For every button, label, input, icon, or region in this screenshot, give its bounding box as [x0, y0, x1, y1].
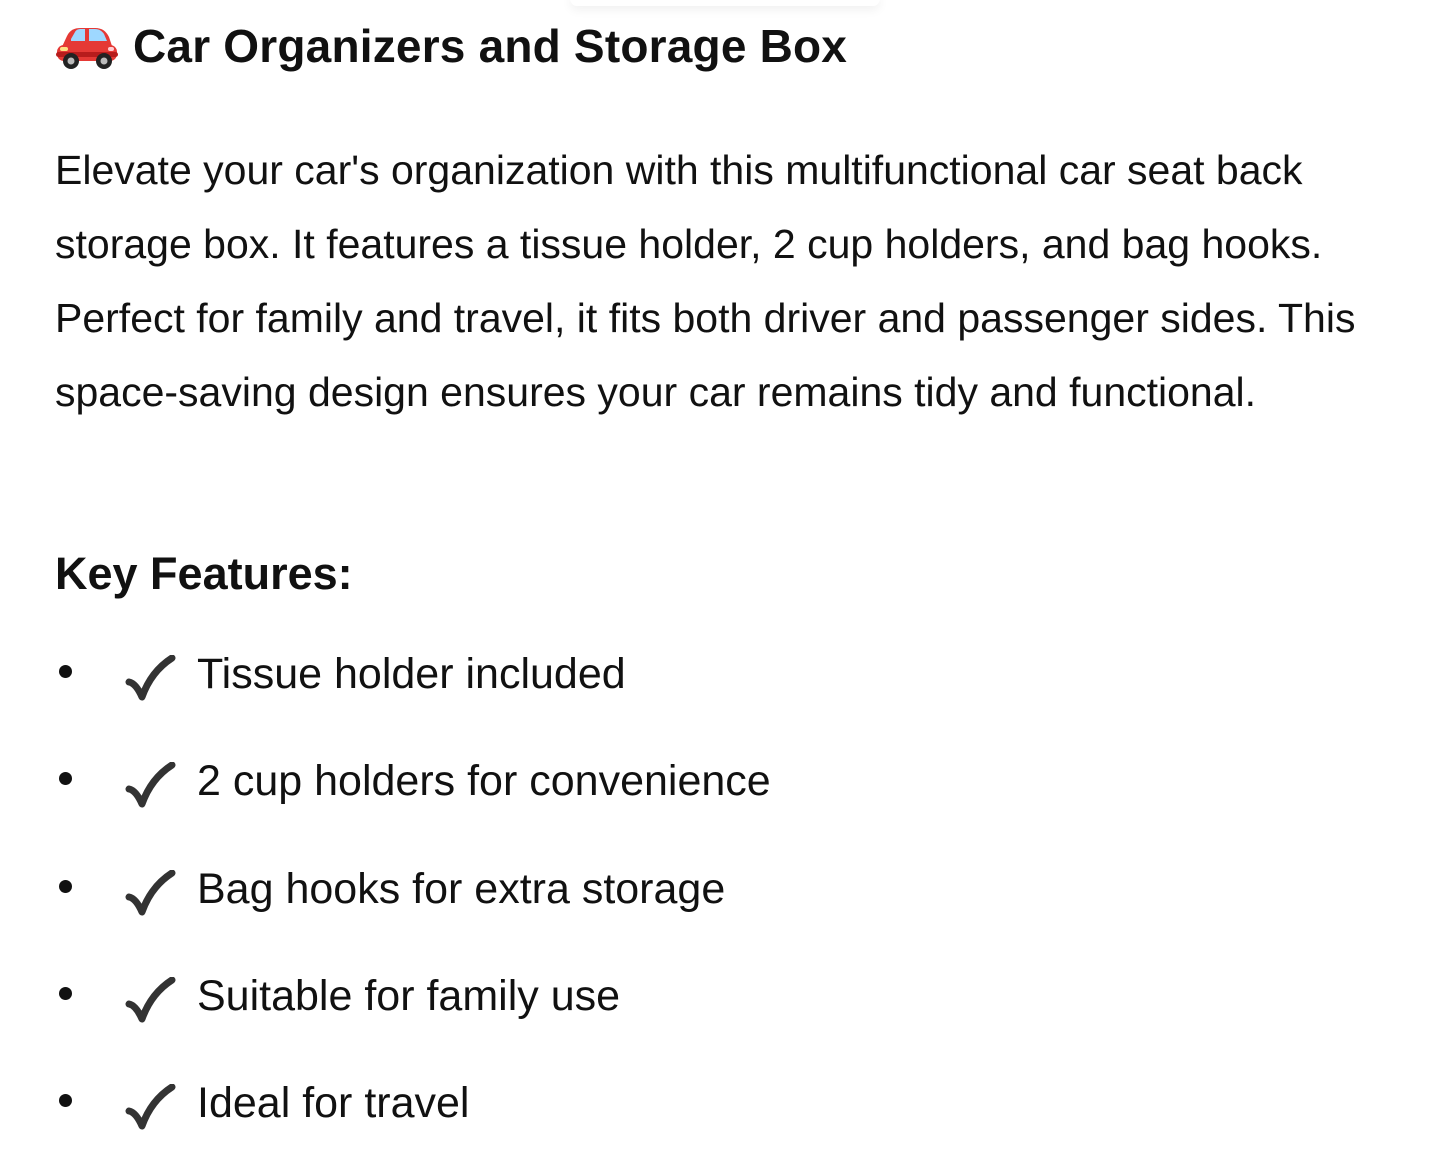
- feature-label: Ideal for travel: [197, 1079, 470, 1128]
- page-title: Car Organizers and Storage Box: [133, 20, 848, 72]
- top-edge-shadow: [570, 0, 880, 6]
- bullet-icon: [59, 1094, 72, 1107]
- check-icon: [125, 762, 177, 814]
- product-description: Elevate your car's organization with this multifunctional car seat back storage box. It features a tissue holder, 2 cup holders, and bag hooks. Perfect for family and travel, it fits both driver and passenger sides. This space-saving design ensures your car remains tidy and functional.: [55, 147, 1356, 415]
- feature-label: Bag hooks for extra storage: [197, 864, 726, 913]
- list-item: [55, 949, 1355, 1056]
- list-item: [55, 734, 1355, 841]
- check-icon: [125, 655, 177, 707]
- feature-list: [55, 627, 1355, 1163]
- bullet-icon: [59, 665, 72, 678]
- check-icon: [125, 977, 177, 1029]
- key-features-heading: Key Features:: [55, 548, 353, 599]
- list-item: [55, 842, 1355, 949]
- bullet-icon: [59, 880, 72, 893]
- list-item: [55, 1056, 1355, 1163]
- feature-label: 2 cup holders for convenience: [197, 757, 771, 806]
- feature-label: Suitable for family use: [197, 971, 621, 1020]
- bullet-icon: [59, 987, 72, 1000]
- list-item: [55, 627, 1355, 734]
- feature-label: Tissue holder included: [197, 650, 626, 698]
- bullet-icon: [59, 772, 72, 785]
- check-icon: [125, 870, 177, 922]
- title-row: [55, 14, 847, 78]
- check-icon: [125, 1084, 177, 1136]
- car-icon: [55, 21, 119, 71]
